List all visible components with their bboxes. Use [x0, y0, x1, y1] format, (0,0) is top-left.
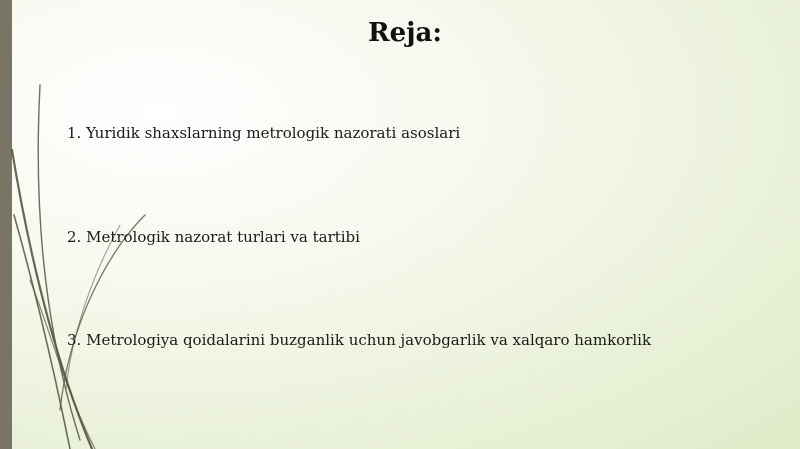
agenda-item: 2. Metrologik nazorat turlari va tartibi [67, 228, 360, 246]
decorative-grass-lines-icon [0, 0, 160, 449]
agenda-item: 1. Yuridik shaxslarning metrologik nazorati asoslari [67, 124, 461, 142]
agenda-item: 3. Metrologiya qoidalarini buzganlik uchun javobgarlik va xalqaro hamkorlik [67, 331, 652, 349]
slide-title: Reja: [367, 18, 442, 48]
